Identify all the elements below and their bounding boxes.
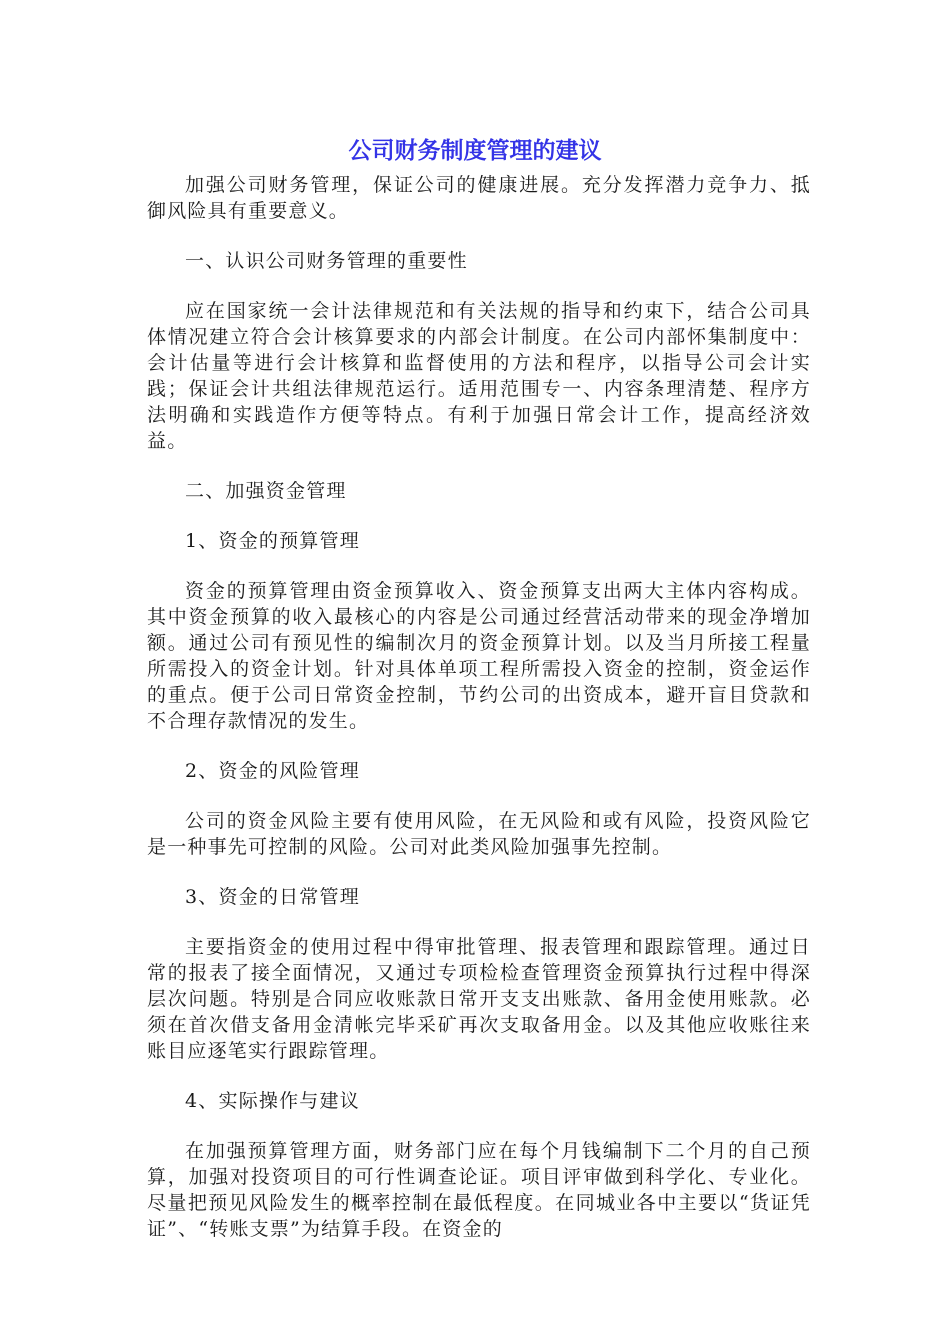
subsection-heading-risk: 2、资金的风险管理 [185,760,360,782]
document-body [147,172,811,1266]
subsection-heading-daily: 3、资金的日常管理 [185,886,360,908]
subsection-heading-practice: 4、实际操作与建议 [185,1090,360,1112]
paragraph-accounting-system: 应在国家统一会计法律规范和有关法规的指导和约束下，结合公司具体情况建立符合会计核算要求的内部会计制度。在公司内部怀集制度中：会计估量等进行会计核算和监督使用的方法和程序，以指导公司会计实践；保证会计共组法律规范运行。适用范围专一、内容条理清楚、程序方法明确和实践造作方便等特点。有利于加强日常会计工作，提高经济效益。 [147,300,811,452]
document-title: 公司财务制度管理的建议 [348,138,602,164]
paragraph-intro: 加强公司财务管理，保证公司的健康进展。充分发挥潜力竞争力、抵御风险具有重要意义。 [147,174,811,222]
paragraph-daily: 主要指资金的使用过程中得审批管理、报表管理和跟踪管理。通过日常的报表了接全面情况，又通过专项检检查管理资金预算执行过程中得深层次问题。特别是合同应收账款日常开支支出账款、备用金使用账款。必须在首次借支备用金清帐完毕采矿再次支取备用金。以及其他应收账往来账目应逐笔实行跟踪管理。 [147,936,811,1062]
section-heading-1: 一、认识公司财务管理的重要性 [185,250,468,272]
paragraph-practice: 在加强预算管理方面，财务部门应在每个月钱编制下二个月的自己预算，加强对投资项目的可行性调查论证。项目评审做到科学化、专业化。尽量把预见风险发生的概率控制在最低程度。在同城业各中主要以“货证凭证”、“转账支票”为结算手段。在资金的 [147,1140,811,1240]
paragraph-risk: 公司的资金风险主要有使用风险，在无风险和或有风险，投资风险它是一种事先可控制的风险。公司对此类风险加强事先控制。 [147,810,811,858]
paragraph-budget: 资金的预算管理由资金预算收入、资金预算支出两大主体内容构成。其中资金预算的收入最核心的内容是公司通过经营活动带来的现金净增加额。通过公司有预见性的编制次月的资金预算计划。以及当月所接工程量所需投入的资金计划。针对具体单项工程所需投入资金的控制，资金运作的重点。便于公司日常资金控制，节约公司的出资成本，避开盲目贷款和不合理存款情况的发生。 [147,580,811,732]
subsection-heading-budget: 1、资金的预算管理 [185,530,360,552]
section-heading-2: 二、加强资金管理 [185,480,347,502]
